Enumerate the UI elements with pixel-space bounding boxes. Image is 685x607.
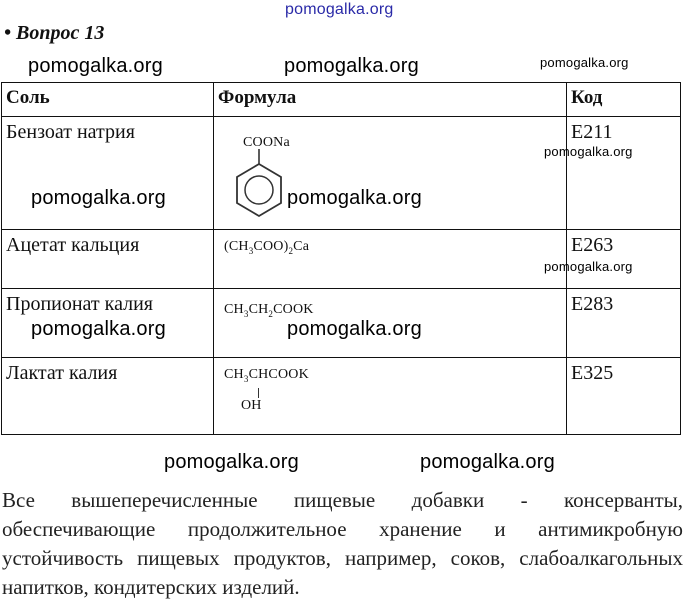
watermark: pomogalka.org xyxy=(284,55,419,77)
e-code: E325 xyxy=(571,362,614,384)
salt-name: Пропионат калия xyxy=(6,293,154,315)
salt-name: Лактат калия xyxy=(6,362,118,384)
formula-text: COONa xyxy=(243,135,290,150)
formula-cell xyxy=(214,358,567,435)
watermark: pomogalka.org xyxy=(287,318,422,340)
watermark: pomogalka.org xyxy=(31,318,166,340)
question-title: • Вопрос 13 xyxy=(4,22,105,44)
formula-text: $(CH_3COO)_2Ca$ xyxy=(224,239,310,256)
e-code: E283 xyxy=(571,293,614,315)
formula-text: $CH_3CH_2COOK$ xyxy=(224,302,314,319)
watermark: pomogalka.org xyxy=(28,55,163,77)
e-code: E263 xyxy=(571,234,614,256)
salt-name: Бензоат натрия xyxy=(6,121,135,143)
watermark: pomogalka.org xyxy=(164,451,299,473)
table-header-row xyxy=(2,83,681,117)
watermark: pomogalka.org xyxy=(544,259,633,274)
table-row xyxy=(2,117,681,230)
column-header-salt: Соль xyxy=(2,83,214,117)
benzene-ring-icon xyxy=(229,147,289,225)
watermark: pomogalka.org xyxy=(540,55,629,70)
watermark: pomogalka.org xyxy=(420,451,555,473)
bond-line xyxy=(258,388,259,398)
e-code: E211 xyxy=(571,121,613,143)
salt-name: Ацетат кальция xyxy=(6,234,140,256)
watermark: pomogalka.org xyxy=(544,144,633,159)
table-row xyxy=(2,358,681,435)
formula-branch: OH xyxy=(241,398,262,413)
watermark-top: pomogalka.org xyxy=(285,1,394,18)
formula-text: $CH_3CHCOOK$ xyxy=(224,367,309,384)
conclusion-paragraph: Все вышеперечисленные пищевые добавки - консерванты, обеспечивающие продолжительное хранение и антимикробную устойчивость пищевых продуктов, например, соков, слабоалкагольных напитков, кондитерских изделий. xyxy=(2,488,683,599)
column-header-formula: Формула xyxy=(214,83,567,117)
formula-cell xyxy=(214,117,567,230)
watermark: pomogalka.org xyxy=(31,187,166,209)
watermark: pomogalka.org xyxy=(287,187,422,209)
column-header-code: Код xyxy=(567,83,681,117)
